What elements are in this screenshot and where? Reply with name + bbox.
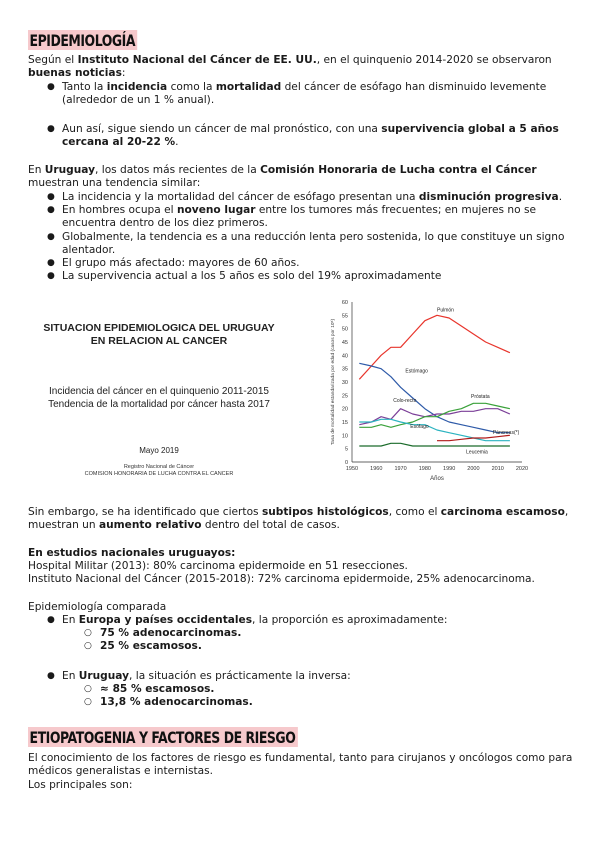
us-bullet-list-2 bbox=[28, 123, 576, 149]
y-tick-label: 20 bbox=[341, 406, 348, 413]
bullet-icon: ● bbox=[47, 271, 55, 282]
x-tick-label: 1980 bbox=[418, 466, 431, 472]
bullet-icon: ● bbox=[47, 231, 55, 242]
epidemiology-figure bbox=[28, 294, 576, 494]
list-item: ● La incidencia y la mortalidad del cáncer de esófago presentan una disminución progresiva. bbox=[47, 191, 563, 203]
circle-bullet-icon: ○ bbox=[84, 684, 92, 694]
mortality-trend-chart bbox=[318, 294, 538, 494]
x-axis-label: Años bbox=[430, 476, 444, 482]
figure-registry: Registro Nacional de Cáncer COMISION HONORARIA DE LUCHA CONTRA EL CANCER bbox=[84, 464, 234, 477]
bullet-icon: ● bbox=[47, 192, 55, 202]
y-tick-label: 30 bbox=[341, 380, 348, 386]
list-item: ● En Uruguay, la situación es prácticamente la inversa: bbox=[47, 670, 351, 682]
series-label: Próstata bbox=[471, 394, 490, 400]
list-item bbox=[28, 683, 576, 709]
sub-list-item: ○ ≈ 85 % escamosos. bbox=[84, 683, 215, 695]
circle-bullet-icon: ○ bbox=[84, 628, 92, 638]
x-tick-label: 1950 bbox=[345, 466, 359, 472]
y-tick-label: 60 bbox=[341, 300, 348, 306]
y-tick-label: 10 bbox=[341, 433, 348, 440]
y-tick-label: 45 bbox=[341, 340, 348, 346]
y-tick-label: 55 bbox=[341, 313, 348, 320]
figure-date: Mayo 2019 bbox=[139, 446, 179, 455]
y-tick-label: 5 bbox=[344, 446, 348, 453]
etiology-paragraph: El conocimiento de los factores de riesgo es fundamental, tanto para cirujanos y oncólogos como para médicos generalistas e internistas. bbox=[28, 752, 573, 778]
y-tick-label: 25 bbox=[341, 393, 348, 400]
section-heading-epidemiologia: EPIDEMIOLOGÍA bbox=[28, 30, 137, 50]
list-item: ● En Europa y países occidentales, la proporción es aproximadamente: bbox=[47, 614, 448, 626]
subtypes-paragraph: Sin embargo, se ha identificado que ciertos subtipos histológicos, como el carcinoma escamoso, muestran un aumento relativo dentro del total de casos. bbox=[28, 506, 569, 532]
y-tick-label: 0 bbox=[344, 460, 348, 466]
national-study-line-2: Instituto Nacional del Cáncer (2015-2018): 72% carcinoma epidermoide, 25% adenocarcinoma. bbox=[28, 573, 535, 585]
uruguay-intro-paragraph: En Uruguay, los datos más recientes de la Comisión Honoraria de Lucha contra el Cáncer muestran una tendencia similar: bbox=[28, 164, 537, 190]
bullet-icon: ● bbox=[47, 82, 55, 92]
x-tick-label: 2020 bbox=[515, 466, 529, 472]
europe-bullet-list bbox=[28, 614, 576, 627]
list-item: ● La supervivencia actual a los 5 años es solo del 19% aproximadamente bbox=[47, 270, 442, 283]
series-label: Esófago bbox=[410, 423, 429, 430]
y-tick-label: 50 bbox=[341, 326, 348, 333]
list-item: ● Tanto la incidencia como la mortalidad del cáncer de esófago han disminuido levemente (alrededor de un 1 % anual). bbox=[47, 81, 547, 107]
uruguay-compare-bullet-list bbox=[28, 670, 576, 683]
x-tick-label: 1990 bbox=[443, 466, 456, 472]
y-tick-label: 15 bbox=[341, 420, 348, 426]
circle-bullet-icon: ○ bbox=[84, 697, 92, 708]
series-label: Leucemia bbox=[466, 449, 488, 456]
us-bullet-list-1 bbox=[28, 81, 576, 107]
list-item bbox=[28, 627, 576, 653]
list-item: ● En hombres ocupa el noveno lugar entre los tumores más frecuentes; en mujeres no se encuentra dentro de los diez primeros. bbox=[47, 204, 537, 230]
figure-subtitle: Incidencia del cáncer en el quinquenio 2011-2015 Tendencia de la mortalidad por cáncer hasta 2017 bbox=[48, 386, 270, 410]
bullet-icon: ● bbox=[47, 205, 55, 216]
list-item: ● Aun así, sigue siendo un cáncer de mal pronóstico, con una supervivencia global a 5 años cercana al 20-22 %. bbox=[47, 123, 559, 149]
section-heading-etiopatogenia: ETIOPATOGENIA Y FACTORES DE RIESGO bbox=[28, 727, 298, 747]
intro-paragraph: Según el Instituto Nacional del Cáncer de EE. UU., en el quinquenio 2014-2020 se observaron buenas noticias: bbox=[28, 54, 552, 80]
bullet-icon: ● bbox=[47, 671, 55, 681]
europe-sub-list bbox=[28, 627, 576, 653]
series-line bbox=[437, 435, 510, 440]
y-axis-label: Tasa de mortalidad estandarizada por edad (casos por 10⁵) bbox=[331, 318, 336, 446]
y-tick-label: 40 bbox=[341, 353, 348, 360]
series-line bbox=[359, 443, 510, 446]
compared-epidemiology-title: Epidemiología comparada bbox=[28, 601, 167, 613]
list-item: ● El grupo más afectado: mayores de 60 años. bbox=[47, 257, 300, 270]
series-label: Colo-recto bbox=[393, 398, 417, 404]
bullet-icon: ● bbox=[47, 258, 55, 269]
bullet-icon: ● bbox=[47, 124, 55, 134]
y-tick-label: 35 bbox=[341, 366, 348, 373]
sub-list-item: ○ 13,8 % adenocarcinomas. bbox=[84, 696, 253, 709]
etiology-lead-in: Los principales son: bbox=[28, 779, 133, 791]
bullet-icon: ● bbox=[47, 615, 55, 625]
national-studies-title: En estudios nacionales uruguayos: bbox=[28, 547, 236, 559]
national-study-line-1: Hospital Militar (2013): 80% carcinoma epidermoide en 51 resecciones. bbox=[28, 560, 408, 572]
uruguay-sub-list bbox=[28, 683, 576, 709]
list-item: ● Globalmente, la tendencia es a una reducción lenta pero sostenida, lo que constituye un signo alentador. bbox=[47, 230, 565, 256]
x-tick-label: 2010 bbox=[491, 466, 504, 472]
series-label: Estómago bbox=[405, 368, 428, 375]
circle-bullet-icon: ○ bbox=[84, 641, 92, 652]
x-tick-label: 1960 bbox=[370, 466, 383, 472]
series-label: Páncreas(*) bbox=[492, 430, 520, 436]
figure-cover bbox=[28, 294, 290, 494]
sub-list-item: ○ 25 % escamosos. bbox=[84, 640, 202, 653]
series-label: Pulmón bbox=[437, 307, 454, 314]
x-tick-label: 2000 bbox=[467, 466, 480, 472]
sub-list-item: ○ 75 % adenocarcinomas. bbox=[84, 627, 242, 639]
figure-title: SITUACION EPIDEMIOLOGICA DEL URUGUAY EN RELACION AL CANCER bbox=[43, 322, 275, 347]
x-tick-label: 1970 bbox=[394, 466, 407, 472]
uruguay-bullet-list bbox=[28, 191, 576, 283]
